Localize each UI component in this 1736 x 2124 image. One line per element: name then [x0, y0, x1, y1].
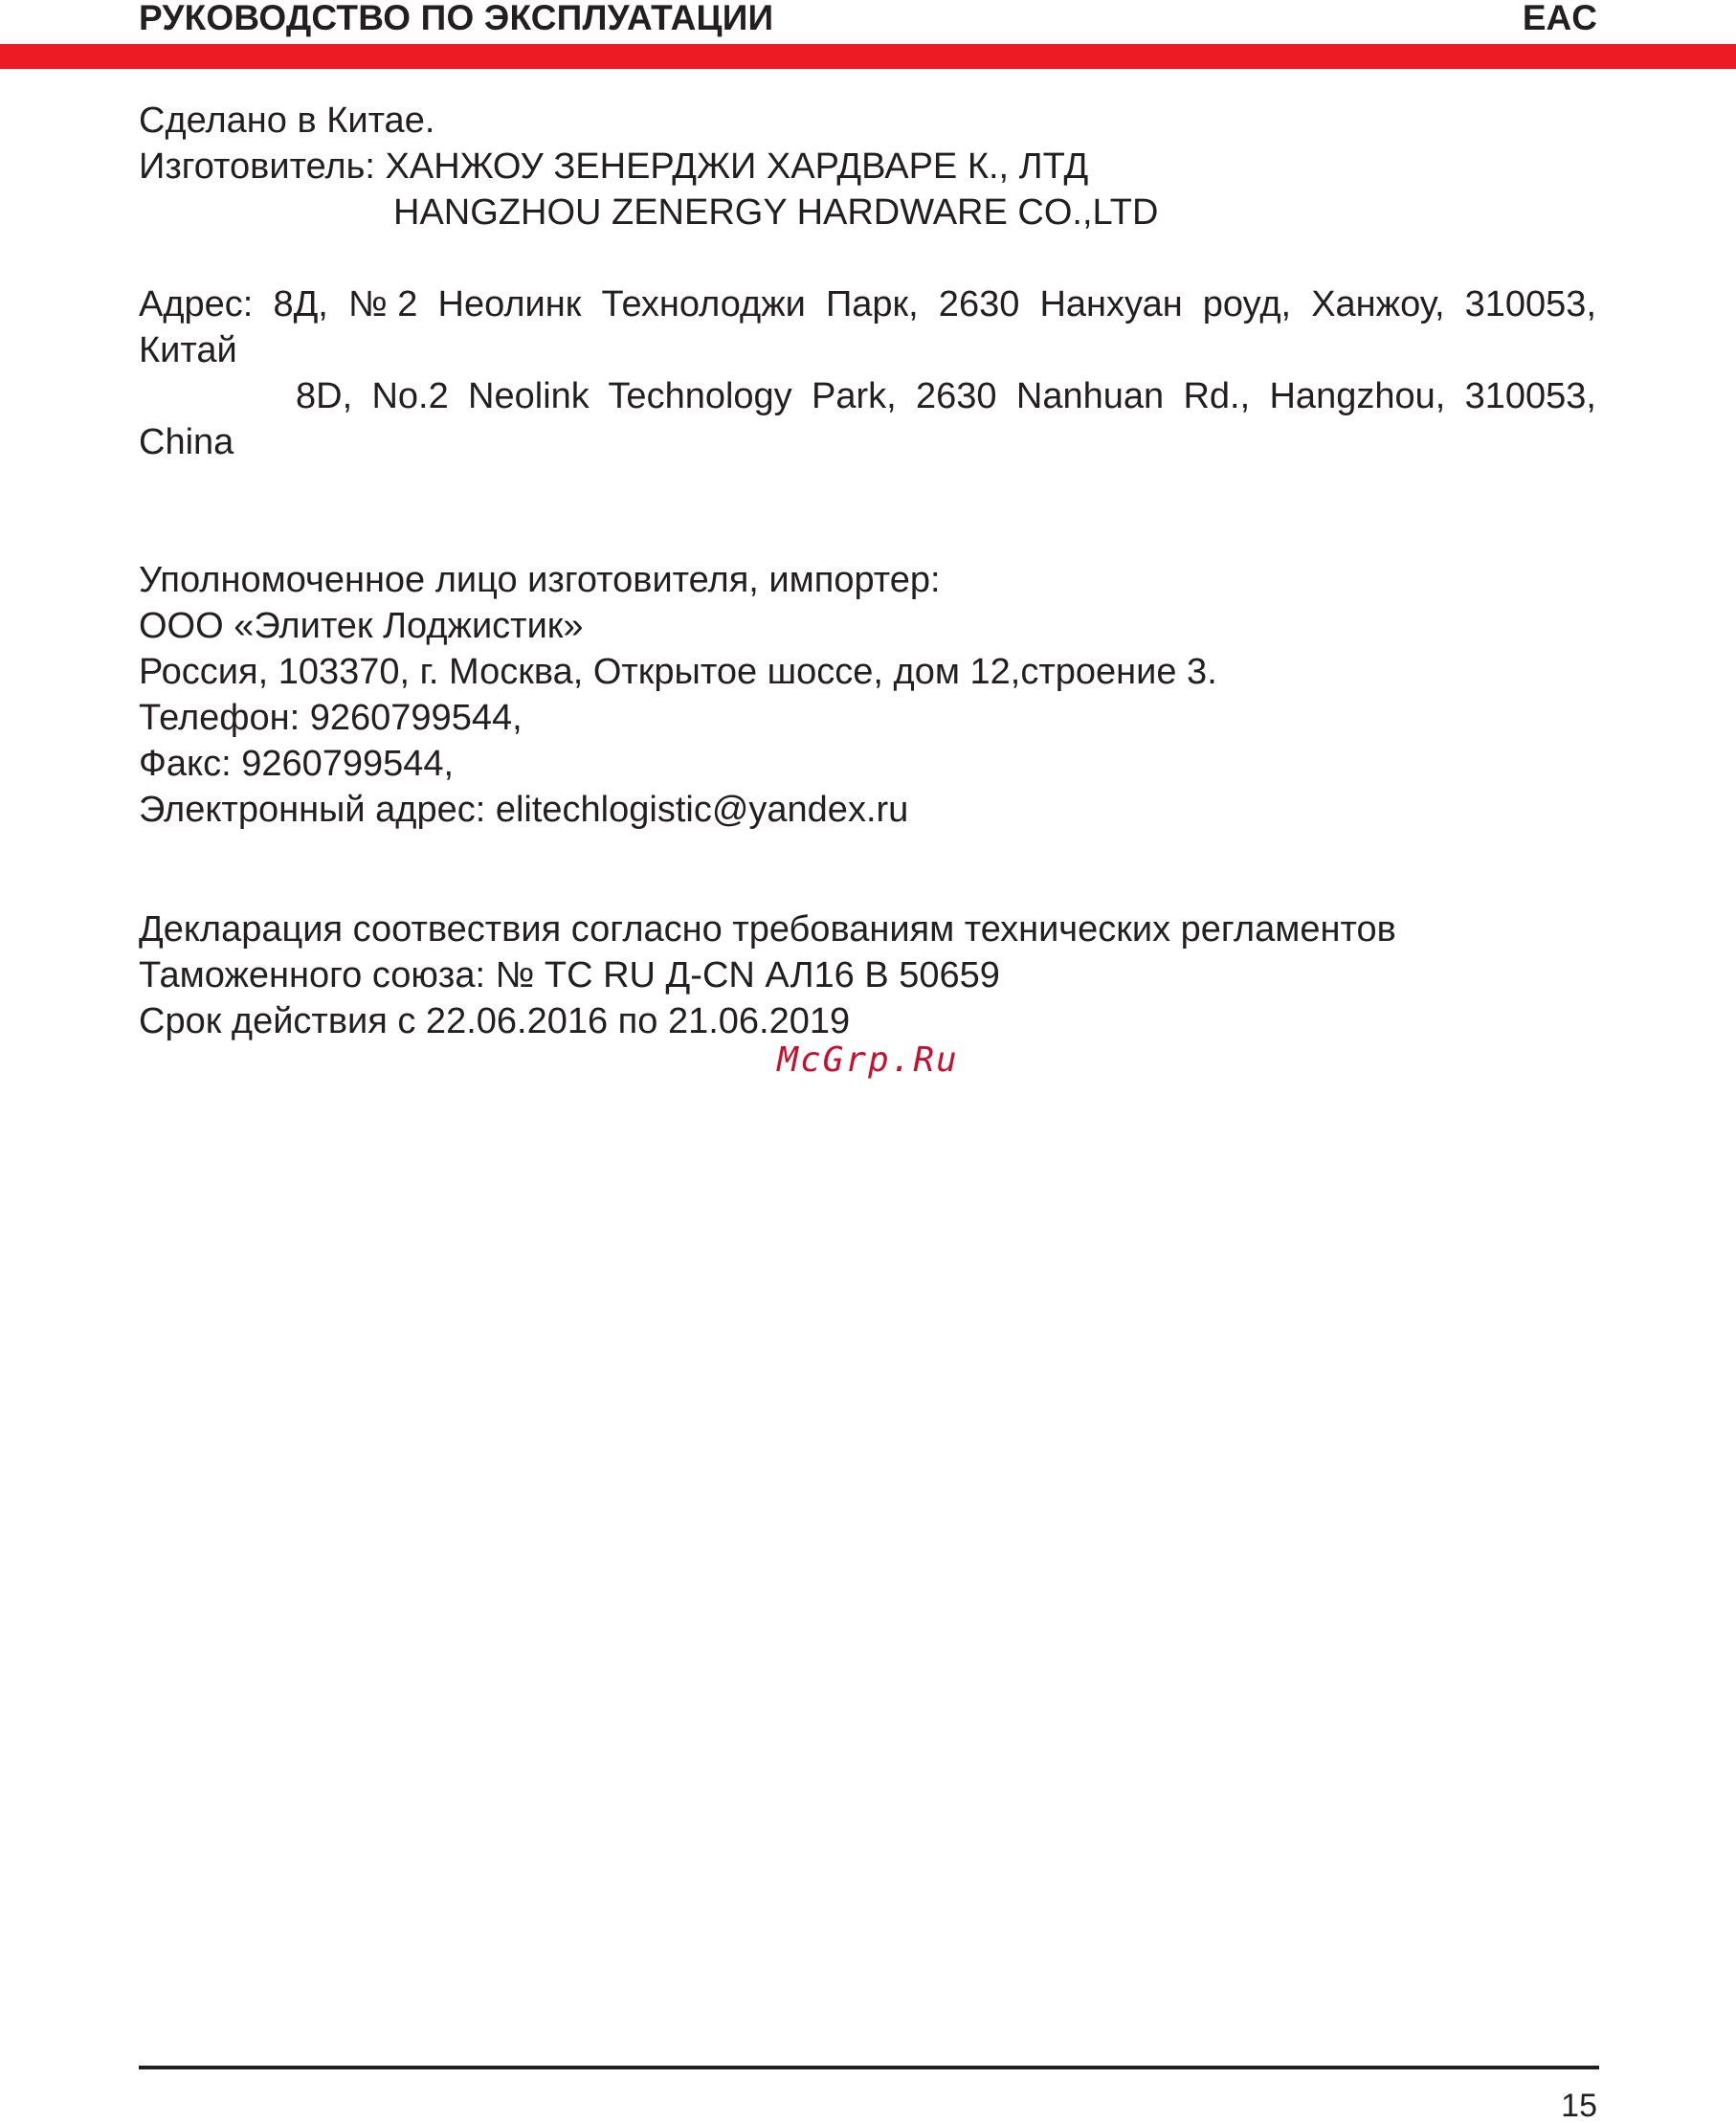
header-red-band	[0, 44, 1736, 69]
watermark: McGrp.Ru	[777, 1040, 959, 1080]
importer-block	[139, 557, 1596, 833]
page-header-title: РУКОВОДСТВО ПО ЭКСПЛУАТАЦИИ	[139, 0, 774, 37]
address-ru-line1: Адрес: 8Д, №2 Неолинк Технолоджи Парк, 2630 Нанхуан роуд, Ханжоу, 310053,	[139, 284, 1596, 324]
made-in-text: Сделано в Китае.	[139, 101, 435, 141]
importer-address: Россия, 103370, г. Москва, Открытое шоссе, дом 12,строение 3.	[139, 652, 1217, 692]
address-en-line2: China	[139, 422, 234, 462]
eac-mark: EAC	[1522, 0, 1597, 37]
importer-company: ООО «Элитек Лоджистик»	[139, 606, 584, 646]
declaration-line2: Таможенного союза: № ТС RU Д-CN АЛ16 В 50659	[139, 955, 1000, 995]
address-en-line1: 8D, No.2 Neolink Technology Park, 2630 Nanhuan Rd., Hangzhou, 310053,	[296, 376, 1596, 416]
declaration-line1: Декларация соотвествия согласно требованиям технических регламентов	[139, 909, 1396, 950]
address-ru-line2: Китай	[139, 330, 237, 370]
declaration-block	[139, 906, 1596, 1044]
footer-rule	[139, 2066, 1599, 2069]
importer-email: Электронный адрес: elitechlogistic@yandex.ru	[139, 790, 909, 830]
declaration-line3: Срок действия с 22.06.2016 по 21.06.2019	[139, 1001, 851, 1041]
importer-heading: Уполномоченное лицо изготовителя, импортер:	[139, 560, 941, 600]
address-block	[139, 281, 1596, 465]
manufacturer-en: HANGZHOU ZENERGY HARDWARE CO.,LTD	[393, 192, 1159, 233]
origin-block	[139, 98, 1596, 235]
importer-phone: Телефон: 9260799544,	[139, 698, 523, 738]
manufacturer-ru: Изготовитель: ХАНЖОУ ЗЕНЕРДЖИ ХАРДВАРЕ К., ЛТД	[139, 146, 1089, 187]
importer-fax: Факс: 9260799544,	[139, 744, 455, 784]
page-number: 15	[1561, 2088, 1597, 2124]
